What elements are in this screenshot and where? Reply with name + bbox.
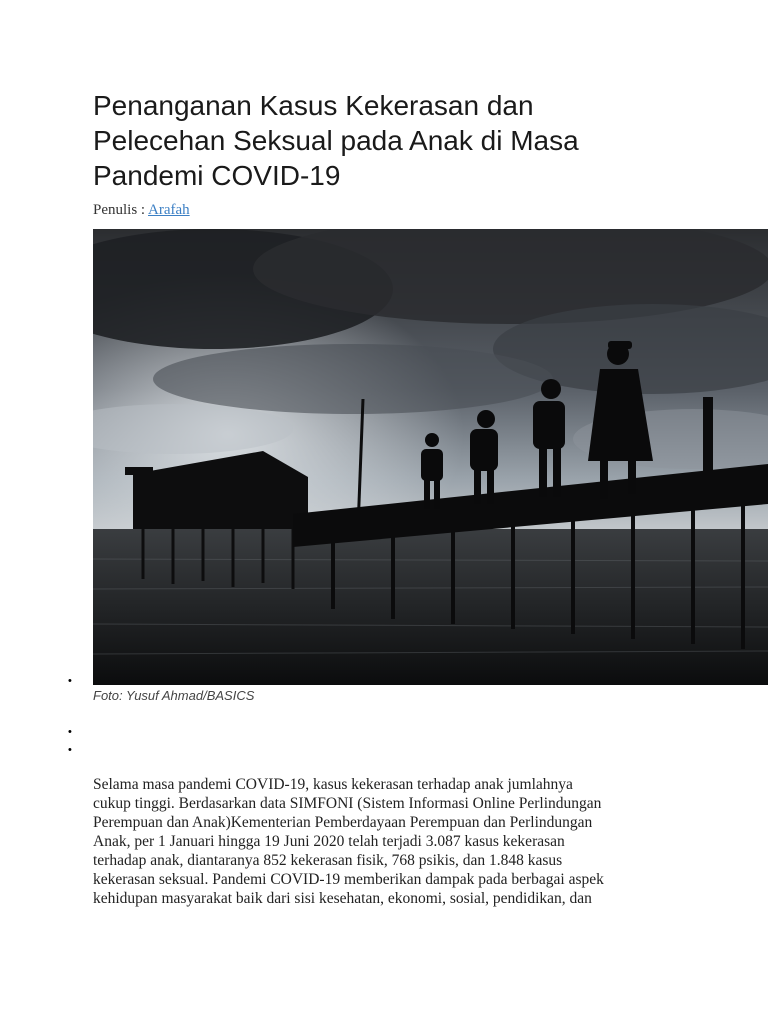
body-line: Anak, per 1 Januari hingga 19 Juni 2020 telah terjadi 3.087 kasus kekerasan <box>93 833 565 850</box>
body-line: cukup tinggi. Berdasarkan data SIMFONI (Sistem Informasi Online Perlindungan <box>93 795 602 812</box>
author-link[interactable]: Arafah <box>148 202 190 218</box>
author-line <box>93 201 190 219</box>
body-line: terhadap anak, diantaranya 852 kekerasan fisik, 768 psikis, dan 1.848 kasus <box>93 852 563 869</box>
article-body <box>93 775 683 908</box>
article-title <box>93 88 733 193</box>
list-bullet: • <box>68 675 72 687</box>
list-bullet: • <box>68 744 72 756</box>
photo-caption: Foto: Yusuf Ahmad/BASICS <box>93 688 255 703</box>
body-line: Selama masa pandemi COVID-19, kasus kekerasan terhadap anak jumlahnya <box>93 776 573 793</box>
body-line: Perempuan dan Anak)Kementerian Pemberdayaan Perempuan dan Perlindungan <box>93 814 593 831</box>
title-line-2: Pelecehan Seksual pada Anak di Masa <box>93 125 579 156</box>
body-line: kehidupan masyarakat baik dari sisi kesehatan, ekonomi, sosial, pendidikan, dan <box>93 890 592 907</box>
author-label: Penulis : <box>93 202 149 218</box>
body-line: kekerasan seksual. Pandemi COVID-19 memberikan dampak pada berbagai aspek <box>93 871 604 888</box>
article-photo <box>93 229 768 685</box>
list-bullet: • <box>68 726 72 738</box>
title-line-1: Penanganan Kasus Kekerasan dan <box>93 90 534 121</box>
title-line-3: Pandemi COVID-19 <box>93 160 341 191</box>
